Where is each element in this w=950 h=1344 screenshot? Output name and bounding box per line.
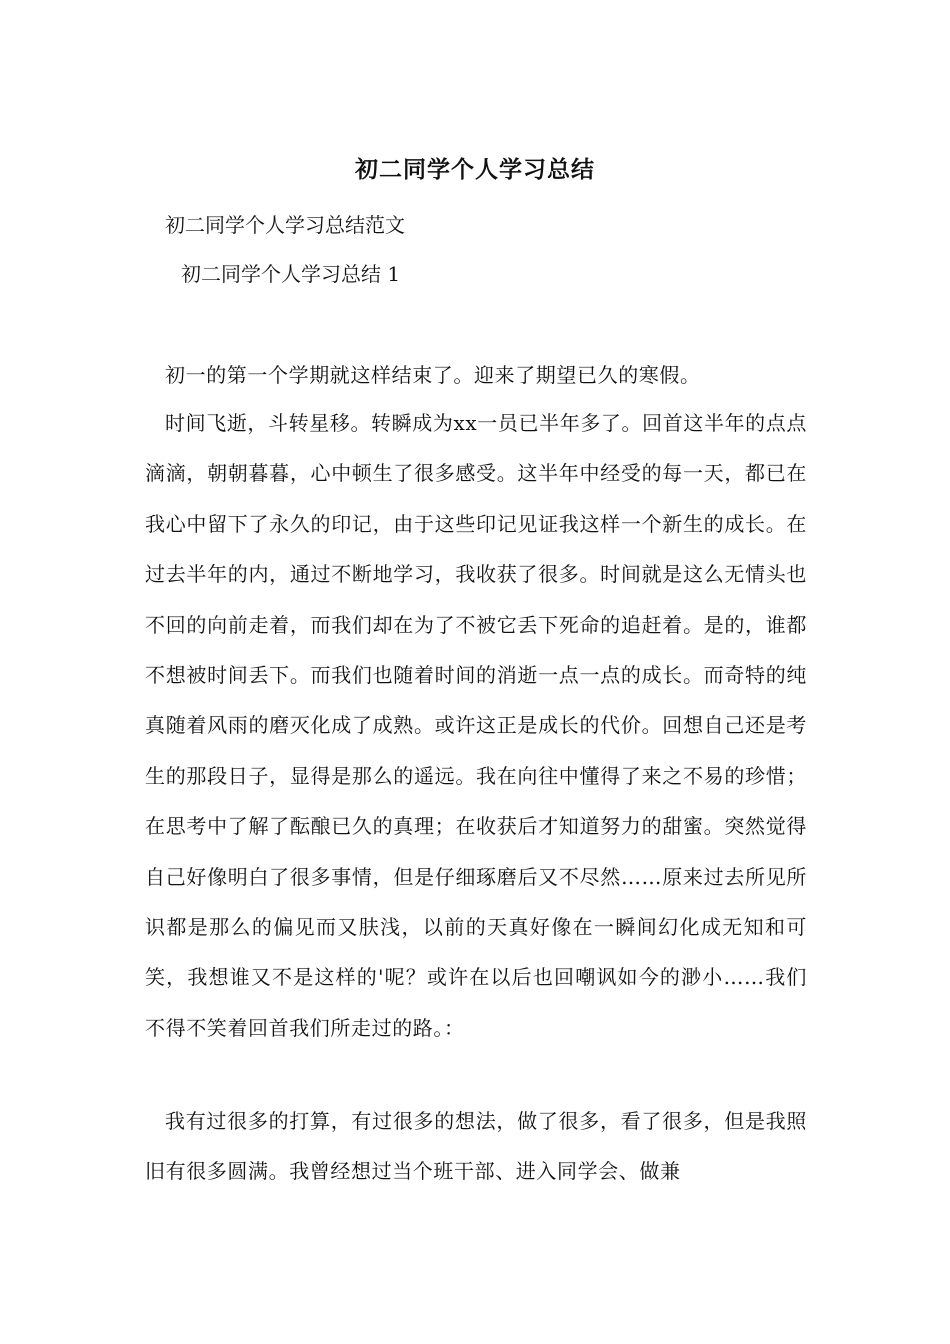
paragraph-3: 我有过很多的打算，有过很多的想法，做了很多，看了很多，但是我照旧有很多圆满。我曾经想过当个班干部、进入同学会、做兼 <box>145 1109 807 1184</box>
paragraph-2: 时间飞逝，斗转星移。转瞬成为xx一员已半年多了。回首这半年的点点滴滴，朝朝暮暮，心中顿生了很多感受。这半年中经受的每一天，都已在我心中留下了永久的印记，由于这些印记见证我这样一个新生的成长。在过去半年的内，通过不断地学习，我收获了很多。时间就是这么无情头也不回的向前走着，而我们却在为了不被它丢下死命的追赶着。是的，谁都不想被时间丢下。而我们也随着时间的消逝一点一点的成长。而奇特的纯真随着风雨的磨灭化成了成熟。或许这正是成长的代价。回想自己还是考生的那段日子，显得是那么的遥远。我在向往中懂得了来之不易的珍惜；在思考中了解了酝酿已久的真理；在收获后才知道努力的甜蜜。突然觉得自己好像明白了很多事情，但是仔细琢磨后又不尽然……原来过去所见所识都是那么的偏见而又肤浅，以前的天真好像在一瞬间幻化成无知和可笑，我想谁又不是这样的'呢？或许在以后也回嘲讽如今的渺小……我们不得不笑着回首我们所走过的路。： <box>145 411 807 1040</box>
document-subtitle: 初二同学个人学习总结范文 <box>165 213 405 237</box>
document-title: 初二同学个人学习总结 <box>355 156 595 183</box>
section-heading: 初二同学个人学习总结 1 <box>181 262 401 286</box>
paragraph-1: 初一的第一个学期就这样结束了。迎来了期望已久的寒假。 <box>165 363 701 387</box>
